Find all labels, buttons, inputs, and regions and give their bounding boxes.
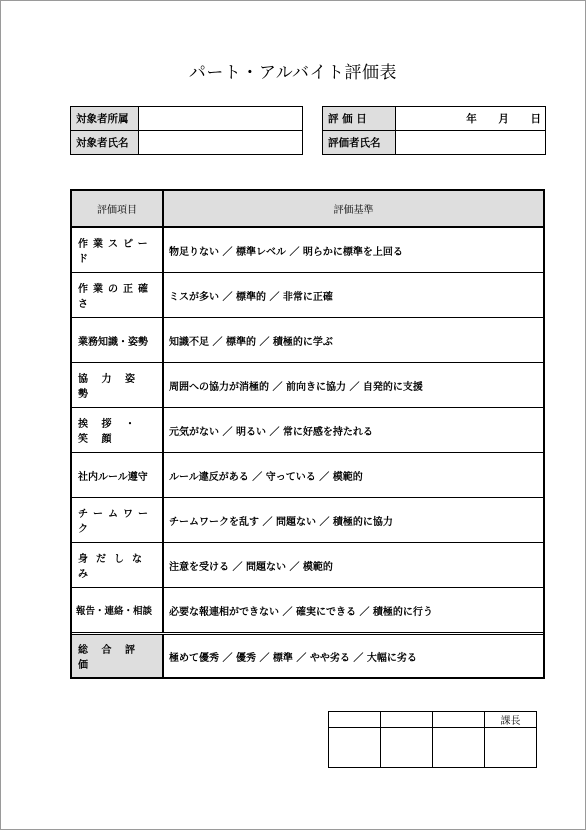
name-label: 対象者氏名 [71,131,139,155]
row-criteria[interactable]: ミスが多い ／ 標準的 ／ 非常に正確 [169,291,333,303]
evaluator-info-box [322,106,546,155]
stamp-box[interactable] [329,728,381,768]
stamp-header [381,712,433,728]
table-row [72,452,543,497]
row-criteria[interactable]: チームワークを乱す ／ 問題ない ／ 積極的に協力 [169,516,393,528]
table-row [72,362,543,407]
row-item: チームワーク [72,498,164,542]
row-item: 作業スピード [72,228,164,272]
row-criteria[interactable]: 周囲への協力が消極的 ／ 前向きに協力 ／ 自発的に支援 [169,381,423,393]
row-item: 挨 拶 ・ 笑 顔 [72,408,164,452]
row-item: 報告・連絡・相談 [72,588,164,632]
total-item: 総 合 評 価 [72,635,164,677]
dept-label: 対象者所属 [71,107,139,131]
stamp-header [329,712,381,728]
table-row [72,317,543,362]
row-criteria[interactable]: 注意を受ける ／ 問題ない ／ 模範的 [169,561,333,573]
row-item: 身だしなみ [72,543,164,587]
row-criteria[interactable]: 元気がない ／ 明るい ／ 常に好感を持たれる [169,426,373,438]
stamp-box-manager[interactable] [485,728,537,768]
year-label: 年 [466,113,477,125]
table-row [72,587,543,632]
date-label: 評 価 日 [323,107,396,131]
dept-field[interactable] [139,107,303,131]
evaluation-table [70,189,545,679]
day-label: 日 [530,113,541,125]
table-row [72,272,543,317]
row-item: 協 力 姿 勢 [72,363,164,407]
table-header-row [72,191,543,227]
approval-stamp-grid [328,711,537,768]
stamp-box[interactable] [381,728,433,768]
row-criteria[interactable]: 必要な報連相ができない ／ 確実にできる ／ 積極的に行う [169,606,433,618]
target-info-box [70,106,303,155]
row-criteria[interactable]: ルール違反がある ／ 守っている ／ 模範的 [169,471,363,483]
row-item: 業務知識・姿勢 [72,318,164,362]
table-row [72,497,543,542]
table-row [72,542,543,587]
stamp-box[interactable] [433,728,485,768]
total-criteria[interactable]: 極めて優秀 ／ 優秀 ／ 標準 ／ やや劣る ／ 大幅に劣る [169,652,417,664]
name-field[interactable] [139,131,303,155]
evaluator-field[interactable] [396,131,546,155]
evaluator-label: 評価者氏名 [323,131,396,155]
row-criteria[interactable]: 物足りない ／ 標準レベル ／ 明らかに標準を上回る [169,246,403,258]
header-item: 評価項目 [72,191,164,226]
stamp-header-manager: 課長 [485,712,537,728]
stamp-header [433,712,485,728]
month-label: 月 [498,113,509,125]
date-field[interactable] [396,107,546,131]
row-item: 社内ルール遵守 [72,453,164,497]
row-criteria[interactable]: 知識不足 ／ 標準的 ／ 積極的に学ぶ [169,336,333,348]
row-item: 作業の正確さ [72,273,164,317]
header-criteria: 評価基準 [164,191,543,226]
page-title: パート・アルバイト評価表 [188,63,398,83]
table-row [72,407,543,452]
table-row [72,227,543,272]
total-row [72,632,543,677]
